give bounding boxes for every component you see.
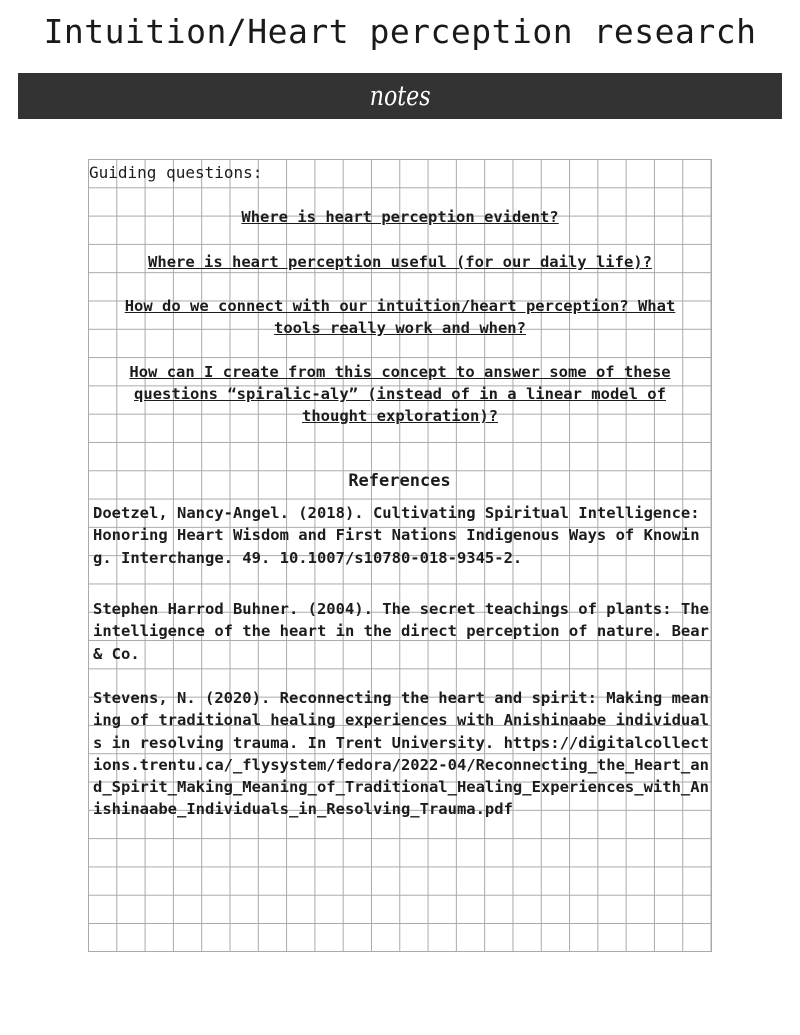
banner-label: notes xyxy=(369,80,431,112)
guiding-question: How can I create from this concept to answer some of these questions “spiralic-aly” (instead of in a linear model of thought exploration)? xyxy=(129,363,671,425)
guiding-question: How do we connect with our intuition/heart perception? What tools really work and when? xyxy=(124,297,676,337)
notes-banner xyxy=(18,73,782,119)
guiding-questions-label: Guiding questions: xyxy=(89,163,263,182)
page-title: Intuition/Heart perception research xyxy=(43,12,757,51)
references-heading: References xyxy=(348,471,451,491)
reference-item: Stevens, N. (2020). Reconnecting the heart and spirit: Making meaning of traditional healing experiences with Anishinaabe individuals in resolving trauma. In Trent University. https://digitalcollections.trentu.ca/_flysystem/fedora/2022-04/Reconnecting_the_Heart_and_Spirit_Making_Meaning_of_Traditional_Healing_Experiences_with_Anishinaabe_Individuals_in_Resolving_Trauma.pdf xyxy=(93,689,709,819)
reference-item: Stephen Harrod Buhner. (2004). The secret teachings of plants: The intelligence of the heart in the direct perception of nature. Bear & Co. xyxy=(93,600,709,663)
guiding-question: Where is heart perception useful (for our daily life)? xyxy=(148,253,652,271)
reference-item: Doetzel, Nancy-Angel. (2018). Cultivating Spiritual Intelligence: Honoring Heart Wisdom and First Nations Indigenous Ways of Knowing. Interchange. 49. 10.1007/s10780-018-9345-2. xyxy=(93,504,700,567)
guiding-question: Where is heart perception evident? xyxy=(241,208,559,226)
